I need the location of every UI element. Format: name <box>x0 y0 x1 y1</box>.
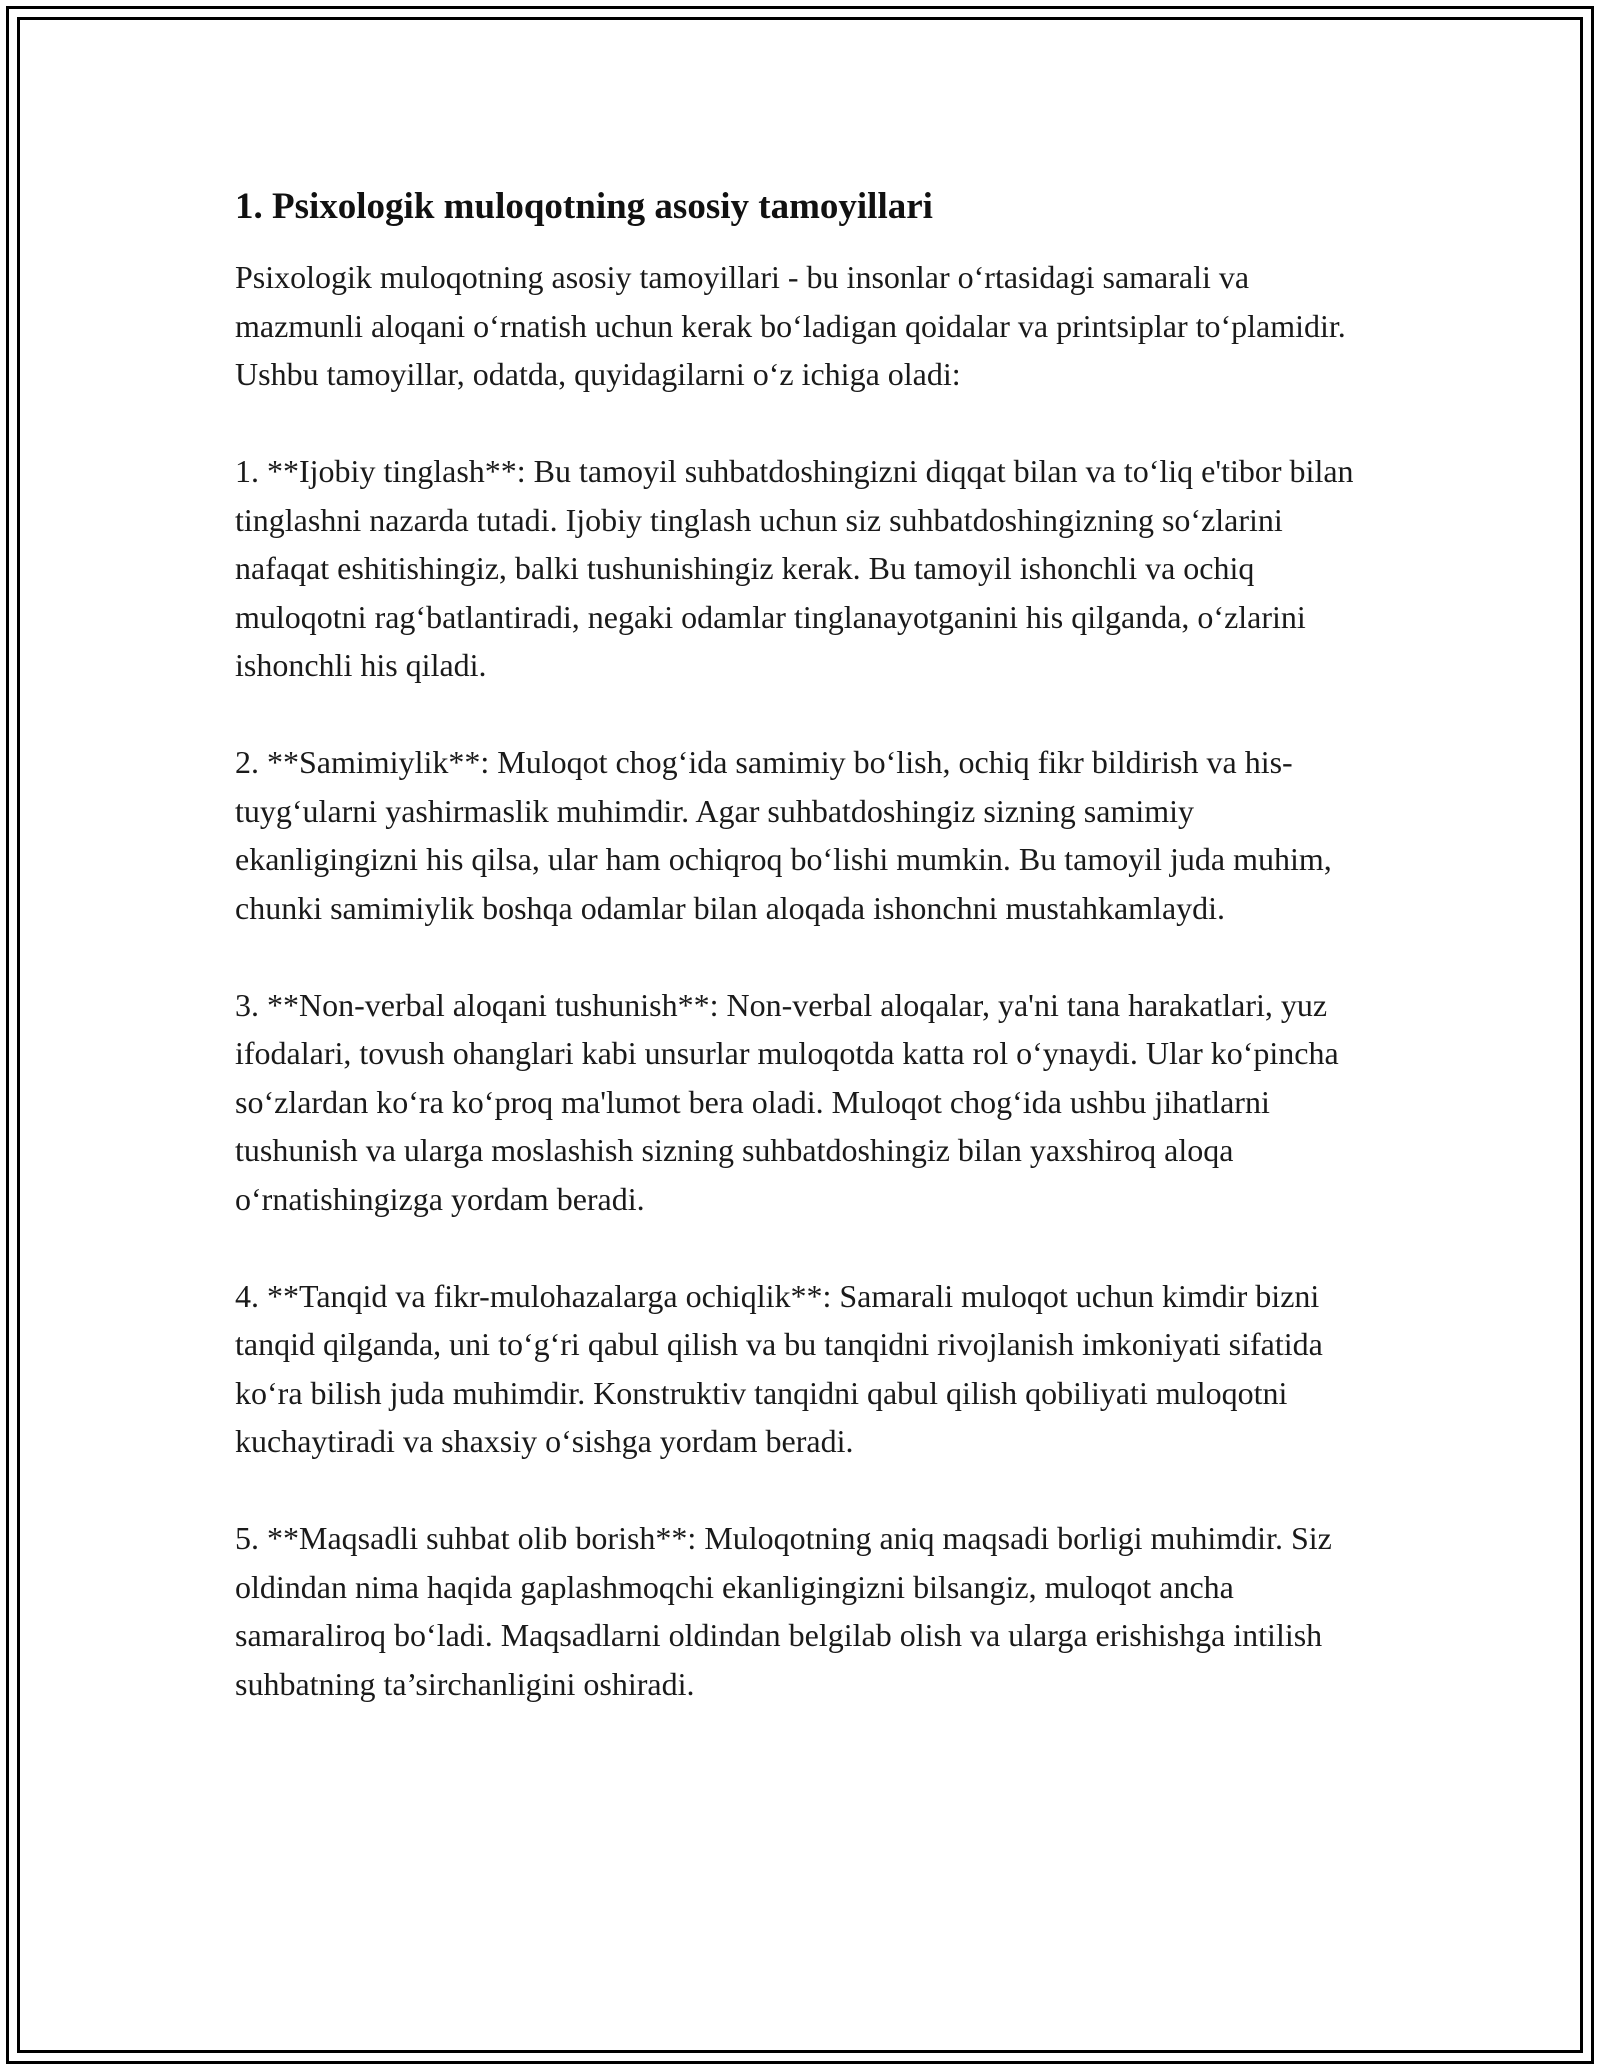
intro-paragraph: Psixologik muloqotning asosiy tamoyillari - bu insonlar o‘rtasidagi samarali va mazmunli aloqani o‘rnatish uchun kerak bo‘ladigan qoidalar va printsiplar to‘plamidir. Ushbu tamoyillar, odatda, quyidagilarni o‘z ichiga oladi: <box>235 259 1346 392</box>
principle-paragraph-1: 1. **Ijobiy tinglash**: Bu tamoyil suhbatdoshingizni diqqat bilan va to‘liq e'tibor bilan tinglashni nazarda tutadi. Ijobiy tinglash uchun siz suhbatdoshingizning so‘zlarini nafaqat eshitishingiz, balki tushunishingiz kerak. Bu tamoyil ishonchli va ochiq muloqotni rag‘batlantiradi, negaki odamlar tinglanayotganini his qilganda, o‘zlarini ishonchli his qiladi. <box>235 453 1354 683</box>
principle-paragraph-5: 5. **Maqsadli suhbat olib borish**: Muloqotning aniq maqsadi borligi muhimdir. Siz oldindan nima haqida gaplashmoqchi ekanligingizni bilsangiz, muloqot ancha samaraliroq bo‘ladi. Maqsadlarni oldindan belgilab olish va ularga erishishga intilish suhbatning ta’sirchanligini oshiradi. <box>235 1520 1332 1702</box>
principle-paragraph-4: 4. **Tanqid va fikr-mulohazalarga ochiqlik**: Samarali muloqot uchun kimdir bizni tanqid qilganda, uni to‘g‘ri qabul qilish va bu tanqidni rivojlanish imkoniyati sifatida ko‘ra bilish juda muhimdir. Konstruktiv tanqidni qabul qilish qobiliyati muloqotni kuchaytiradi va shaxsiy o‘sishga yordam beradi. <box>235 1277 1323 1459</box>
principle-paragraph-3: 3. **Non-verbal aloqani tushunish**: Non-verbal aloqalar, ya'ni tana harakatlari, yuz ifodalari, tovush ohanglari kabi unsurlar muloqotda katta rol o‘ynaydi. Ular ko‘pincha so‘zlardan ko‘ra ko‘proq ma'lumot bera oladi. Muloqot chog‘ida ushbu jihatlarni tushunish va ularga moslashish sizning suhbatdoshingiz bilan yaxshiroq aloqa o‘rnatishingizga yordam beradi. <box>235 986 1339 1217</box>
section-heading: 1. Psixologik muloqotning asosiy tamoyillari <box>235 186 933 227</box>
principle-paragraph-2: 2. **Samimiylik**: Muloqot chog‘ida samimiy bo‘lish, ochiq fikr bildirish va his-tuyg‘ularni yashirmaslik muhimdir. Agar suhbatdoshingiz sizning samimiy ekanligingizni his qilsa, ular ham ochiqroq bo‘lishi mumkin. Bu tamoyil juda muhim, chunki samimiylik boshqa odamlar bilan aloqada ishonchni mustahkamlaydi. <box>235 744 1332 926</box>
document-body <box>235 183 1375 1757</box>
